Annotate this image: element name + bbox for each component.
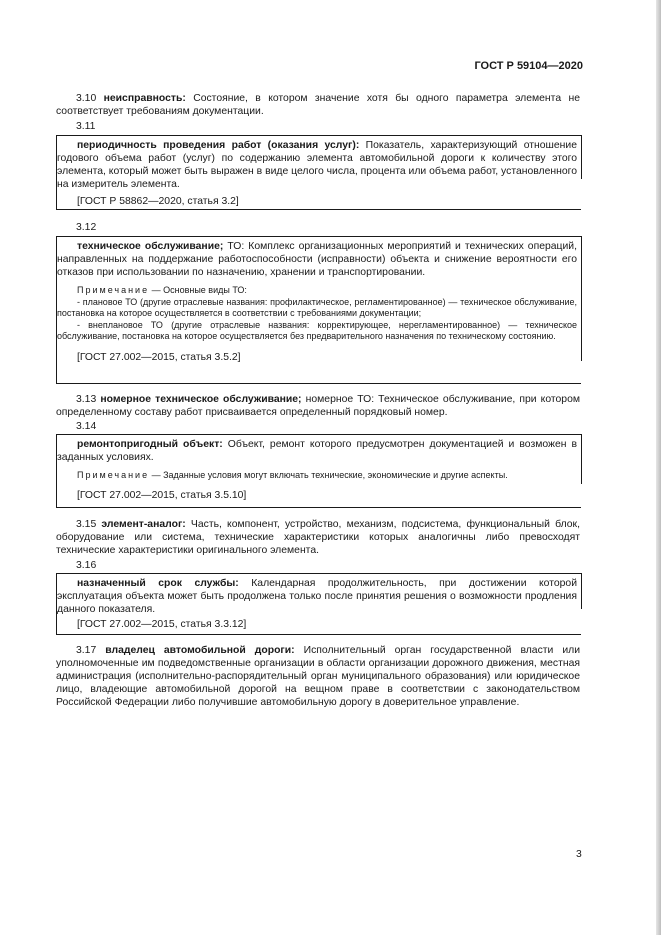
definition: техническое обслуживание; ТО: Комплекс организационных мероприятий и технических операций, направленных на поддержание работоспособности (исправности) объекта и снижение вероятности его отказов при использовании по назначению, хранении и транспортировании. [57, 241, 577, 278]
note-label: Примечание [77, 285, 150, 295]
definition: Исполнительный орган государственной власти или уполномоченные им подведомственные организации в области организации дорожного движения, местная администрация (исполнительно-распорядительный орган муниципального образования) или юридическое лицо, владеющие автомобильной дорогой на вещном праве в соответствии с законодательством Российской Федерации либо получившие автомобильную дорогу в доверительное управление. [56, 645, 581, 708]
entry-number: 3.15 [76, 519, 97, 530]
definition-box-3-14 [56, 434, 581, 508]
term: номерное техническое обслуживание; [100, 394, 302, 405]
term: владелец автомобильной дороги: [105, 645, 295, 656]
source-reference: [ГОСТ Р 58862—2020, статья 3.2] [77, 196, 239, 207]
entry-number-3-11: 3.11 [76, 121, 96, 132]
box-border [581, 434, 582, 484]
entry-number: 3.17 [76, 645, 97, 656]
box-border [57, 434, 581, 435]
source-reference: [ГОСТ 27.002—2015, статья 3.5.10] [77, 489, 247, 501]
definition: номерное ТО: Техническое обслуживание, при котором определенному составу работ присваивается определенный порядковый номер. [56, 394, 580, 418]
term: элемент-аналог: [101, 519, 186, 530]
definition-box-3-12 [56, 236, 581, 384]
note-item: - плановое ТО (другие отраслевые названия: профилактическое, регламентированное) — техническое обслуживание, постановка на которое осуществляется в соответствии с требованиями документации; [57, 296, 577, 318]
entry-number: 3.13 [76, 394, 97, 405]
note: Примечание — Основные виды ТО: [77, 285, 247, 295]
box-border [581, 236, 582, 361]
box-border [57, 236, 581, 237]
box-border [581, 135, 582, 179]
term: ремонтопригодный объект: [77, 439, 223, 450]
page-number: 3 [576, 849, 582, 860]
term: техническое обслуживание; [77, 241, 224, 252]
entry-3-13 [56, 393, 580, 419]
term: периодичность проведения работ (оказания услуг): [77, 140, 360, 151]
source-reference: [ГОСТ 27.002—2015, статья 3.3.12] [77, 619, 247, 630]
entry-3-15 [56, 518, 580, 557]
entry-number-3-16: 3.16 [76, 560, 97, 571]
document-code: ГОСТ Р 59104—2020 [474, 60, 583, 72]
entry-3-17 [56, 644, 580, 709]
definition: ремонтопригодный объект: Объект, ремонт которого предусмотрен документацией и возможен в заданных условиях. [57, 439, 578, 463]
entry-number: 3.10 [76, 93, 97, 104]
note-label: Примечание [77, 470, 150, 480]
term: неисправность: [103, 93, 186, 104]
definition-box-3-16 [56, 573, 581, 635]
definition: назначенный срок службы: Календарная продолжительность, при достижении которой эксплуатация объекта может быть продолжена только после принятия решения о возможности продления данного показателя. [57, 578, 578, 615]
page-edge [656, 0, 661, 935]
source-reference: [ГОСТ 27.002—2015, статья 3.5.2] [77, 351, 241, 363]
note: Примечание — Заданные условия могут включать технические, экономические и другие аспекты. [77, 470, 508, 480]
box-border [57, 135, 581, 136]
definition: Состояние, в котором значение хотя бы одного параметра элемента не соответствует требованиям документации. [56, 93, 580, 117]
term: назначенный срок службы: [77, 578, 239, 589]
definition: Часть, компонент, устройство, механизм, подсистема, функциональный блок, оборудование или система, технические характеристики которых аналогичны либо превосходят технические характеристики оригинального элемента. [56, 519, 580, 556]
entry-3-10 [56, 92, 580, 118]
entry-number-3-14: 3.14 [76, 421, 97, 432]
note-item: - внеплановое ТО (другие отраслевые названия: корректирующее, нерегламентированное) — техническое обслуживание, постановка на которое осуществляется без предварительного назначения по техническому состоянию. [57, 319, 577, 341]
box-border [57, 573, 581, 574]
entry-number-3-12: 3.12 [76, 222, 97, 233]
definition: периодичность проведения работ (оказания услуг): Показатель, характеризующий отношение годового объема работ (услуг) по содержанию элемента автомобильной дороги к количеству этого элемента, который может быть выражен в виде целого числа, процента или объема работ, установленного на измеритель элемента. [57, 140, 577, 190]
box-border [581, 573, 582, 609]
definition-box-3-11 [56, 135, 581, 210]
